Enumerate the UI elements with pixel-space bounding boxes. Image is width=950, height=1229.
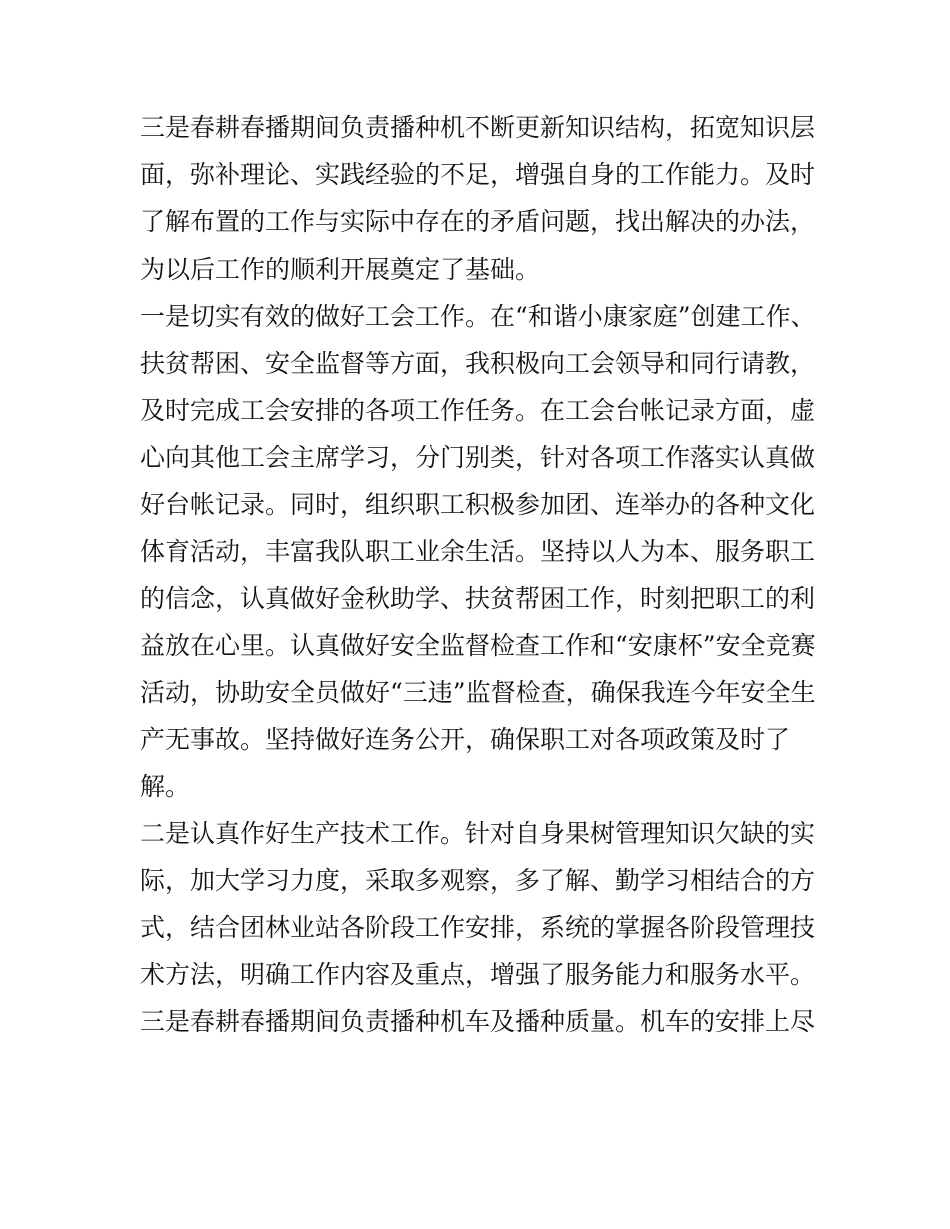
- paragraph-line: 体育活动，丰富我队职工业余生活。坚持以人为本、服务职工: [140, 537, 816, 566]
- paragraph-line: 三是春耕春播期间负责播种机车及播种质量。机车的安排上尽: [140, 1007, 816, 1036]
- paragraph-line: 二是认真作好生产技术工作。针对自身果树管理知识欠缺的实: [140, 819, 816, 848]
- paragraph-line: 及时完成工会安排的各项工作任务。在工会台帐记录方面，虚: [140, 396, 816, 425]
- paragraph-line: 术方法，明确工作内容及重点，增强了服务能力和服务水平。: [140, 960, 816, 989]
- paragraph-line: 了解布置的工作与实际中存在的矛盾问题，找出解决的办法，: [140, 207, 816, 236]
- paragraph-line: 扶贫帮困、安全监督等方面，我积极向工会领导和同行请教，: [140, 349, 816, 378]
- paragraph-line: 际，加大学习力度，采取多观察，多了解、勤学习相结合的方: [140, 866, 816, 895]
- paragraph-line: 解。: [140, 772, 191, 801]
- paragraph-line: 三是春耕春播期间负责播种机不断更新知识结构，拓宽知识层: [140, 113, 816, 142]
- paragraph-line: 好台帐记录。同时，组织职工积极参加团、连举办的各种文化: [140, 490, 816, 519]
- paragraph-line: 益放在心里。认真做好安全监督检查工作和“安康杯”安全竞赛: [140, 631, 816, 660]
- paragraph-line: 活动，协助安全员做好“三违”监督检查，确保我连今年安全生: [140, 678, 816, 707]
- paragraph-line: 式，结合团林业站各阶段工作安排，系统的掌握各阶段管理技: [140, 913, 816, 942]
- paragraph-line: 一是切实有效的做好工会工作。在“和谐小康家庭”创建工作、: [140, 302, 816, 331]
- paragraph-line: 心向其他工会主席学习，分门别类，针对各项工作落实认真做: [140, 443, 816, 472]
- paragraph-line: 为以后工作的顺利开展奠定了基础。: [140, 255, 541, 284]
- paragraph-line: 面，弥补理论、实践经验的不足，增强自身的工作能力。及时: [140, 160, 816, 189]
- paragraph-line: 的信念，认真做好金秋助学、扶贫帮困工作，时刻把职工的利: [140, 584, 816, 613]
- paragraph-line: 产无事故。坚持做好连务公开，确保职工对各项政策及时了: [140, 725, 791, 754]
